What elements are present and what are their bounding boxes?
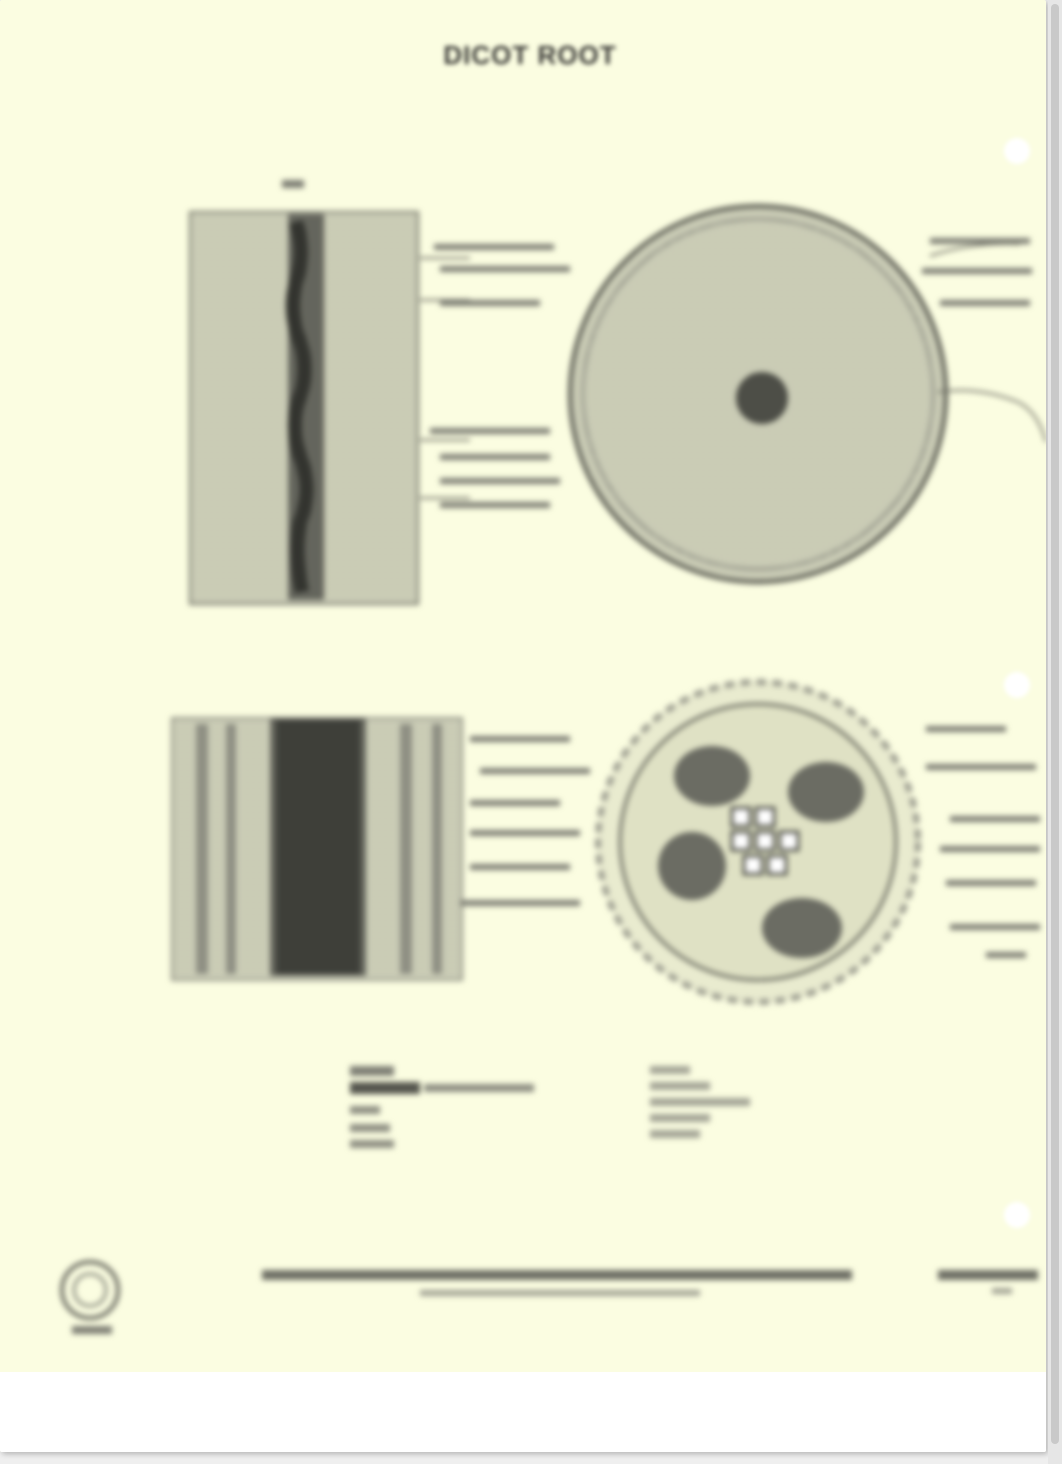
binder-hole xyxy=(1004,138,1030,164)
longitudinal-section-upper xyxy=(190,180,570,604)
scrollbar-thumb[interactable] xyxy=(1051,4,1059,1444)
page-title: DICOT ROOT xyxy=(443,40,617,70)
binder-hole xyxy=(1004,1202,1030,1228)
cross-section-whole-root xyxy=(570,206,1046,582)
legend xyxy=(350,1066,750,1148)
footer xyxy=(62,1262,1038,1334)
cross-section-vascular-cylinder xyxy=(598,682,1040,1002)
longitudinal-section-lower xyxy=(172,718,590,980)
page-bottom-margin xyxy=(0,1372,1046,1452)
vertical-scrollbar[interactable] xyxy=(1048,0,1062,1464)
binder-hole xyxy=(1004,672,1030,698)
